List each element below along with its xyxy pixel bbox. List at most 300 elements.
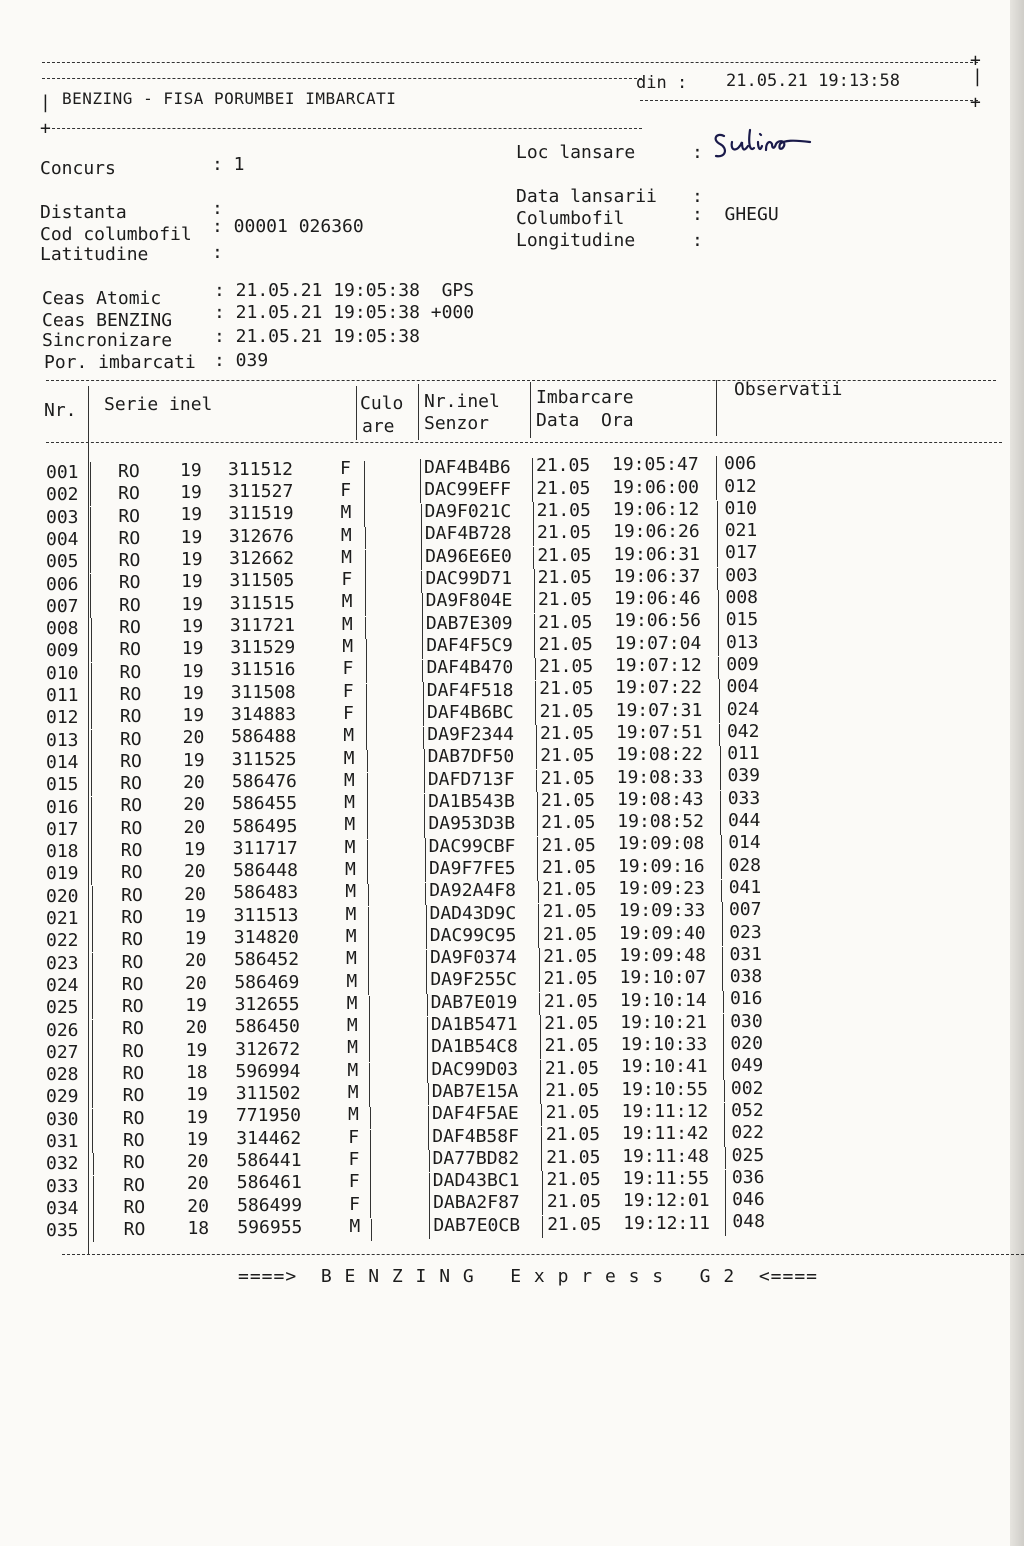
cell-separator	[540, 1037, 541, 1059]
cell-date: 21.05	[546, 1146, 601, 1168]
cell-obs: 046	[732, 1189, 765, 1211]
cell-sex: F	[341, 569, 353, 591]
cell-separator	[424, 794, 425, 816]
cell-year: 20	[185, 1017, 208, 1039]
table-header-bottom-rule	[46, 442, 1002, 443]
cell-ring: 596994	[235, 1060, 301, 1082]
cell-separator	[91, 730, 92, 752]
cell-obs: 039	[727, 765, 760, 787]
cell-separator	[91, 774, 92, 796]
cell-time: 19:12:01	[622, 1190, 710, 1212]
cell-sex: M	[347, 1082, 359, 1103]
cell-sensor: DAC99CBF	[428, 835, 516, 857]
cell-ring: 586476	[231, 770, 297, 792]
sincronizare-label: Sincronizare	[42, 330, 173, 351]
cell-ring: 586441	[236, 1150, 302, 1171]
cell-ro: RO	[119, 706, 142, 728]
cell-sex: M	[342, 636, 354, 657]
cell-year: 19	[186, 1106, 209, 1128]
cell-nr: 033	[46, 1175, 79, 1197]
cell-separator	[92, 930, 93, 952]
cell-sensor: DAF4F5AE	[431, 1103, 519, 1125]
cell-separator	[366, 706, 367, 728]
cell-sensor: DAF4F518	[426, 679, 514, 701]
cell-time: 19:08:33	[616, 766, 704, 788]
cell-separator	[364, 483, 365, 505]
cell-separator	[365, 550, 366, 572]
cell-nr: 023	[46, 952, 79, 974]
cell-separator	[423, 704, 424, 726]
cell-nr: 017	[46, 818, 79, 840]
cell-ring: 312672	[235, 1038, 301, 1060]
cell-separator	[718, 657, 719, 679]
cell-ring: 311519	[228, 503, 294, 525]
cell-year: 19	[186, 1128, 209, 1150]
cell-nr: 002	[46, 484, 79, 506]
cell-ro: RO	[122, 1129, 145, 1151]
cell-separator	[429, 1173, 430, 1195]
cell-nr: 024	[46, 974, 79, 996]
cell-time: 19:07:04	[614, 632, 702, 654]
cell-time: 19:10:33	[620, 1034, 708, 1056]
cell-year: 19	[184, 905, 207, 927]
cell-separator	[91, 752, 92, 774]
cell-date: 21.05	[541, 812, 596, 834]
ceas-benzing-value: : 21.05.21 19:05:38 +000	[214, 302, 475, 323]
cell-time: 19:07:31	[615, 699, 703, 721]
cell-sex: F	[342, 680, 354, 702]
cell-date: 21.05	[540, 767, 595, 789]
cell-separator	[91, 797, 92, 819]
cell-nr: 007	[46, 595, 79, 617]
cell-time: 19:09:40	[618, 922, 706, 944]
cell-separator	[367, 750, 368, 772]
latitudine-colon: :	[212, 242, 223, 263]
cell-separator	[368, 951, 369, 973]
header-corner-left-bottom: +	[40, 118, 51, 139]
cell-obs: 015	[725, 609, 759, 631]
cell-ro: RO	[118, 483, 140, 505]
col-nr: Nr.	[44, 400, 77, 421]
cell-sex: M	[340, 502, 352, 524]
cell-date: 21.05	[542, 901, 597, 923]
cell-separator	[542, 1193, 543, 1215]
cell-sex: M	[341, 546, 352, 568]
col-culoare-top: Culo	[360, 393, 404, 414]
cell-separator	[423, 727, 424, 749]
cell-year: 19	[180, 459, 202, 481]
cell-date: 21.05	[539, 700, 594, 722]
cell-time: 19:08:52	[617, 811, 704, 833]
cell-separator	[90, 551, 91, 573]
cell-time: 19:10:14	[619, 989, 707, 1011]
cell-date: 21.05	[536, 477, 591, 499]
cell-separator	[533, 524, 534, 546]
longitudine-colon: :	[692, 230, 703, 251]
cell-nr: 027	[46, 1041, 79, 1063]
cell-sensor: DAF4B58F	[432, 1125, 519, 1147]
cell-sensor: DAC99C95	[429, 924, 517, 946]
cell-separator	[535, 703, 536, 725]
cell-separator	[542, 1171, 543, 1193]
cell-sex: F	[340, 479, 352, 501]
cell-separator	[721, 880, 722, 902]
cell-separator	[532, 480, 533, 502]
cell-separator	[369, 1063, 370, 1085]
cell-sex: M	[347, 1037, 358, 1059]
cell-sex: M	[346, 1015, 358, 1037]
cell-obs: 012	[724, 475, 757, 497]
cell-time: 19:07:51	[615, 721, 703, 743]
cell-separator	[426, 927, 427, 949]
cell-obs: 030	[730, 1010, 763, 1032]
cell-separator	[542, 1216, 543, 1238]
cell-separator	[421, 526, 422, 548]
cell-separator	[428, 1106, 429, 1128]
cell-nr: 020	[46, 885, 79, 907]
cell-year: 19	[181, 660, 204, 682]
cell-separator	[92, 886, 93, 908]
cell-ring: 586483	[233, 882, 299, 904]
cell-obs: 049	[730, 1055, 764, 1077]
cell-nr: 014	[46, 751, 79, 773]
cell-ring: 586495	[232, 815, 298, 837]
cell-date: 21.05	[547, 1213, 602, 1235]
cell-separator	[366, 661, 367, 683]
cell-separator	[723, 1014, 724, 1036]
cell-separator	[367, 862, 368, 884]
cell-nr: 009	[46, 640, 79, 662]
cell-sensor: DAF4B728	[424, 523, 512, 545]
cell-separator	[724, 1103, 725, 1125]
cell-separator	[93, 1198, 94, 1220]
cell-ring: 311717	[232, 837, 298, 859]
cell-separator	[725, 1147, 726, 1169]
cell-ro: RO	[119, 639, 141, 661]
cell-ring: 311525	[231, 748, 297, 770]
cell-separator	[720, 813, 721, 835]
cell-separator	[537, 837, 538, 859]
header-corner-right-top: +	[970, 50, 981, 71]
cell-sex: M	[343, 725, 355, 747]
cell-ro: RO	[123, 1152, 145, 1174]
cell-obs: 020	[730, 1033, 763, 1054]
col-observatii: Observatii	[734, 379, 843, 400]
cell-separator	[364, 461, 365, 483]
sep-nr	[88, 386, 89, 1254]
cell-time: 19:06:56	[614, 610, 701, 632]
cell-date: 21.05	[540, 745, 595, 767]
por-imbarcati-label: Por. imbarcati	[44, 352, 196, 373]
cell-obs: 048	[732, 1211, 765, 1233]
cell-separator	[539, 970, 540, 992]
cell-time: 19:10:07	[619, 967, 707, 989]
cell-year: 20	[184, 950, 207, 972]
cell-ring: 586461	[236, 1172, 302, 1194]
cell-separator	[717, 568, 718, 590]
cell-sensor: DA96E6E0	[425, 545, 512, 567]
cell-separator	[91, 663, 92, 685]
ceas-atomic-value: : 21.05.21 19:05:38 GPS	[214, 280, 475, 301]
cell-sensor: DAB7DF50	[427, 746, 515, 768]
cell-ro: RO	[118, 505, 141, 527]
cell-separator	[718, 590, 719, 612]
cell-date: 21.05	[546, 1191, 602, 1213]
header-corner-right-bottom: +	[970, 92, 981, 113]
cell-year: 18	[185, 1061, 208, 1083]
cell-ro: RO	[123, 1219, 146, 1241]
cell-separator	[716, 456, 717, 478]
cell-sex: M	[344, 792, 355, 814]
cell-ro: RO	[122, 1040, 144, 1062]
cell-sensor: DA1B54C8	[431, 1036, 518, 1058]
cell-separator	[533, 502, 534, 524]
cell-obs: 007	[728, 899, 762, 921]
sep-nrinel-left	[418, 384, 419, 440]
cell-time: 19:11:48	[622, 1145, 709, 1167]
cell-sensor: DA1B543B	[428, 791, 515, 812]
cell-nr: 001	[46, 462, 79, 483]
cell-sensor: DA1B5471	[430, 1014, 518, 1035]
cell-separator	[534, 591, 535, 613]
cell-sex: M	[341, 591, 353, 613]
cell-sensor: DA9F7FE5	[428, 857, 516, 879]
cell-separator	[422, 637, 423, 659]
cell-year: 20	[187, 1195, 209, 1217]
cell-separator	[367, 795, 368, 817]
cell-sex: M	[349, 1215, 361, 1237]
cell-ro: RO	[119, 683, 142, 705]
cell-sex: F	[348, 1148, 360, 1170]
cell-year: 20	[183, 816, 206, 838]
cell-date: 21.05	[543, 946, 598, 967]
cell-separator	[429, 1217, 430, 1239]
col-senzor: Senzor	[424, 413, 490, 434]
concurs-value: : 1	[212, 154, 245, 175]
cell-separator	[93, 1176, 94, 1198]
cell-separator	[427, 1061, 428, 1083]
cell-separator	[371, 1219, 372, 1241]
cell-separator	[425, 860, 426, 882]
cell-sensor: DAC99D71	[425, 568, 513, 589]
cell-ro: RO	[122, 1107, 145, 1129]
cell-ro: RO	[121, 929, 144, 951]
cell-separator	[92, 1064, 93, 1086]
cell-separator	[718, 634, 719, 656]
cell-sensor: DA9F2344	[427, 724, 514, 746]
cell-separator	[536, 747, 537, 769]
cell-year: 19	[180, 504, 203, 526]
cell-date: 21.05	[544, 1035, 599, 1057]
cell-sex: M	[345, 903, 357, 925]
cell-ro: RO	[120, 817, 143, 839]
cell-time: 19:10:55	[621, 1078, 708, 1100]
cell-date: 21.05	[538, 656, 594, 678]
cell-separator	[425, 883, 426, 905]
cell-sex: M	[344, 814, 356, 836]
cell-separator	[716, 478, 717, 500]
cell-ring: 771950	[235, 1105, 301, 1127]
cell-date: 21.05	[541, 856, 597, 878]
cell-separator	[424, 816, 425, 838]
cell-time: 19:09:48	[619, 944, 706, 966]
cell-time: 19:12:11	[623, 1212, 710, 1234]
cell-nr: 018	[46, 841, 79, 863]
cell-time: 19:08:43	[616, 788, 704, 810]
cell-sex: F	[348, 1126, 360, 1148]
cell-year: 20	[184, 883, 206, 905]
distanta-label: Distanta	[40, 202, 127, 223]
cell-time: 19:07:12	[614, 655, 702, 676]
cell-separator	[91, 841, 92, 863]
cell-obs: 033	[727, 787, 761, 809]
cell-year: 18	[187, 1218, 210, 1239]
cell-separator	[367, 840, 368, 862]
cell-ring: 314883	[231, 704, 297, 725]
cell-separator	[723, 991, 724, 1013]
cell-sensor: DAB7E019	[430, 991, 518, 1013]
cell-separator	[539, 993, 540, 1015]
cell-sex: M	[344, 859, 356, 880]
cell-separator	[426, 950, 427, 972]
cell-separator	[722, 969, 723, 991]
col-serie-inel: Serie inel	[104, 394, 213, 415]
cell-sex: M	[346, 948, 357, 970]
cell-separator	[370, 1196, 371, 1218]
cell-ro: RO	[121, 973, 144, 995]
cell-separator	[429, 1150, 430, 1172]
cell-obs: 002	[730, 1077, 764, 1099]
cell-date: 21.05	[545, 1124, 601, 1146]
cell-ro: RO	[118, 594, 141, 616]
cell-ring: 586455	[232, 793, 298, 815]
cell-year: 19	[182, 682, 204, 704]
cell-year: 19	[185, 1039, 208, 1061]
cell-separator	[427, 994, 428, 1016]
cell-year: 19	[186, 1084, 208, 1106]
cell-sensor: DA9F021C	[424, 501, 512, 523]
footer-banner: ====> B E N Z I N G E x p r e s s G 2 <====	[238, 1266, 819, 1287]
cell-date: 21.05	[542, 923, 598, 945]
cell-separator	[91, 863, 92, 885]
cell-sex: F	[348, 1171, 360, 1193]
data-lansarii-colon: :	[692, 186, 703, 207]
cell-obs: 009	[726, 653, 759, 675]
cell-sensor: DAF4B6BC	[427, 701, 514, 723]
cell-separator	[368, 907, 369, 929]
cell-separator	[540, 1082, 541, 1104]
concurs-label: Concurs	[40, 158, 116, 179]
cell-sex: F	[342, 658, 354, 680]
cell-sensor: DAF4F5C9	[426, 634, 513, 656]
cell-time: 19:11:55	[622, 1167, 710, 1189]
cell-ro: RO	[119, 661, 142, 683]
cell-ring: 311505	[229, 570, 295, 592]
ceas-benzing-label: Ceas BENZING	[42, 310, 173, 331]
cell-year: 19	[184, 928, 207, 950]
cell-separator	[366, 684, 367, 706]
cell-ring: 311513	[233, 904, 299, 926]
cell-ro: RO	[118, 527, 141, 549]
table-top-rule	[46, 380, 996, 381]
cell-year: 19	[185, 995, 207, 1016]
cell-separator	[723, 1058, 724, 1080]
cell-separator	[370, 1174, 371, 1196]
cell-obs: 004	[726, 676, 759, 698]
cell-sensor: DAB7E309	[425, 612, 513, 634]
cell-separator	[92, 1109, 93, 1131]
cell-time: 19:06:26	[612, 521, 700, 543]
cell-sex: F	[343, 702, 354, 724]
cell-separator	[537, 792, 538, 814]
cell-sex: F	[349, 1193, 360, 1215]
cell-separator	[366, 728, 367, 750]
cell-separator	[534, 614, 535, 636]
cell-ro: RO	[118, 550, 141, 572]
cell-separator	[724, 1080, 725, 1102]
cell-nr: 028	[46, 1064, 79, 1086]
cell-separator	[427, 1017, 428, 1039]
cell-sex: M	[341, 613, 353, 635]
cell-separator	[720, 746, 721, 768]
cell-sex: M	[340, 524, 352, 546]
cell-obs: 021	[724, 520, 758, 542]
cell-obs: 011	[727, 743, 760, 765]
cell-separator	[91, 640, 92, 662]
header-top-rule	[42, 62, 978, 63]
cell-separator	[369, 1040, 370, 1062]
cell-year: 19	[182, 705, 205, 727]
cell-nr: 030	[46, 1108, 79, 1130]
cell-sensor: DAC99D03	[431, 1058, 519, 1080]
cell-obs: 024	[726, 698, 760, 720]
cell-nr: 012	[46, 707, 79, 729]
cell-obs: 014	[728, 832, 761, 854]
cell-ring: 311515	[229, 592, 295, 614]
cell-separator	[725, 1214, 726, 1236]
cell-sex: M	[343, 769, 355, 791]
cell-separator	[422, 615, 423, 637]
cell-obs: 036	[731, 1166, 765, 1188]
cell-separator	[723, 1036, 724, 1058]
sep-obs-left	[716, 380, 717, 436]
cell-separator	[90, 529, 91, 551]
cell-sensor: DA9F255C	[430, 969, 518, 991]
cell-separator	[92, 1131, 93, 1153]
cell-date: 21.05	[540, 789, 596, 811]
cell-obs: 010	[724, 497, 757, 519]
cell-time: 19:09:16	[617, 855, 705, 877]
cell-separator	[540, 1015, 541, 1037]
columbofil-value: : GHEGU	[692, 204, 779, 225]
cell-ring: 312655	[234, 993, 300, 1015]
cell-sensor: DAFD713F	[427, 768, 515, 790]
cell-separator	[420, 459, 421, 481]
distanta-colon: :	[212, 198, 223, 219]
cell-year: 19	[180, 526, 203, 548]
cell-sex: M	[345, 881, 357, 903]
col-data-ora: Data Ora	[536, 410, 634, 431]
cell-separator	[724, 1125, 725, 1147]
cell-separator	[536, 725, 537, 747]
header-bar-right: |	[972, 66, 983, 87]
cell-ro: RO	[119, 617, 141, 638]
cell-year: 20	[183, 794, 205, 816]
cell-year: 20	[182, 727, 205, 749]
cell-separator	[92, 1042, 93, 1064]
cell-ring: 586450	[234, 1016, 300, 1038]
cell-separator	[92, 953, 93, 975]
